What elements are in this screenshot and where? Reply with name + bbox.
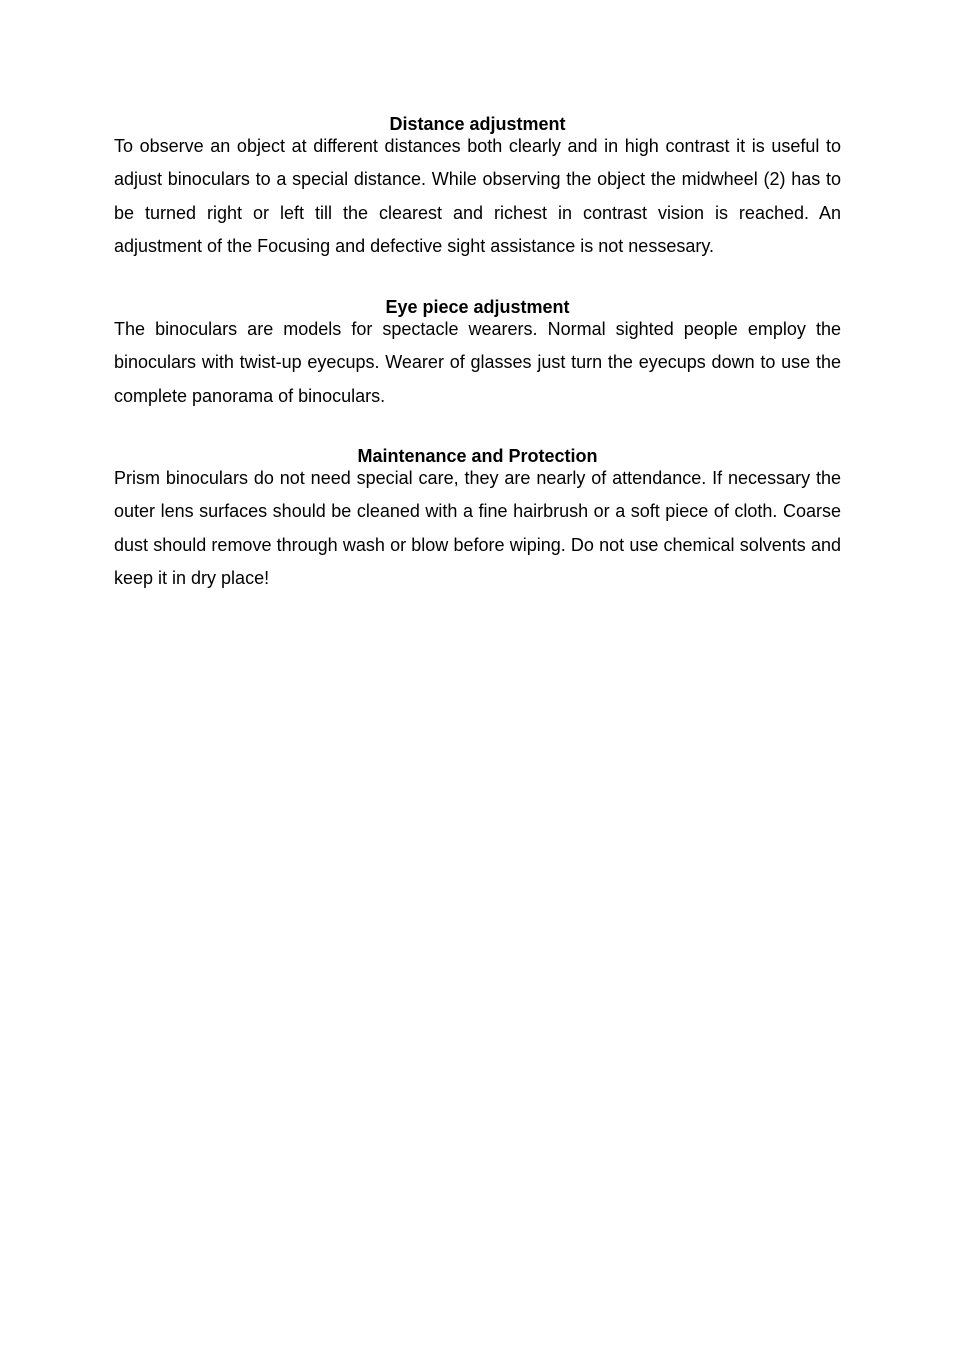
section-paragraph: Prism binoculars do not need special care, they are nearly of attendance. If necessary the outer lens surfaces should be cleaned with a fine hairbrush or a soft piece of cloth. Coarse dust should remove through wash or blow before wiping. Do not use chemical solvents and keep it in dry place! [114, 468, 841, 588]
section-spacer [114, 263, 841, 296]
section-spacer [114, 413, 841, 445]
section-heading: Eye piece adjustment [385, 297, 570, 318]
section-eye-piece-adjustment [114, 296, 841, 413]
section-distance-adjustment [114, 113, 841, 263]
document-page [114, 113, 841, 595]
section-maintenance-protection [114, 445, 841, 595]
section-heading: Distance adjustment [389, 114, 566, 134]
section-heading: Maintenance and Protection [357, 446, 598, 467]
section-paragraph: The binoculars are models for spectacle wearers. Normal sighted people employ the binoculars with twist-up eyecups. Wearer of glasses just turn the eyecups down to use the complete panorama of binoculars. [114, 319, 841, 406]
section-paragraph: To observe an object at different distances both clearly and in high contrast it is useful to adjust binoculars to a special distance. While observing the object the midwheel (2) has to be turned right or left till the clearest and richest in contrast vision is reached. An adjustment of the Focusing and defective sight assistance is not nessesary. [114, 136, 841, 256]
